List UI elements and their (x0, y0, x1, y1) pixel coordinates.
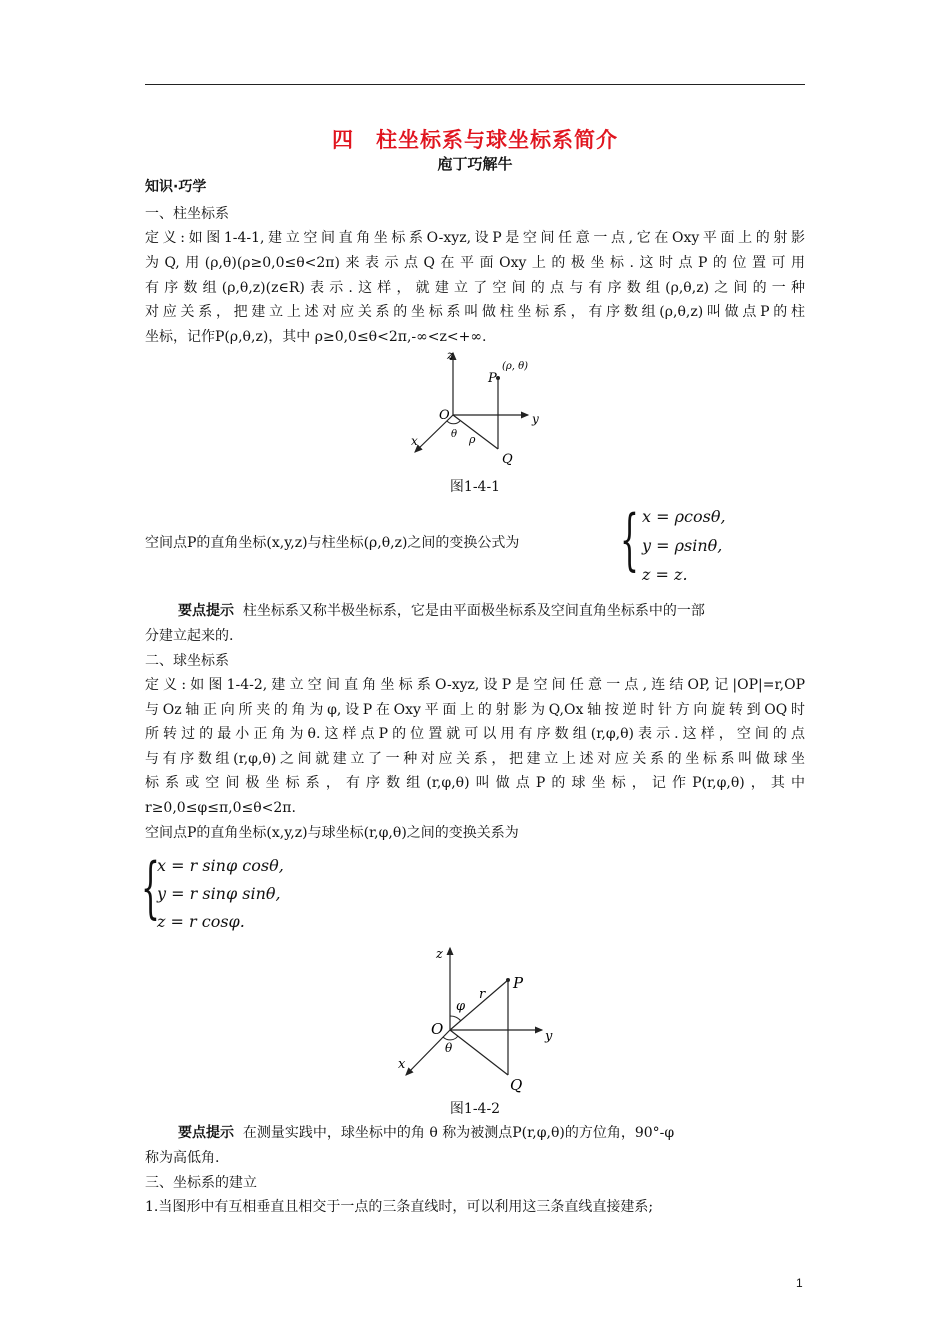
phi-arc (450, 1016, 461, 1021)
figure-1-4-1 (395, 345, 555, 470)
figure-caption: 图1-4-2 (449, 1101, 501, 1117)
s2-heading: 二、球坐标系 (145, 653, 229, 669)
tip-label: 要点提示 (178, 603, 234, 619)
s2-line: 所转过的最小正角为θ.这样点P的位置就可以用有序数组(r,φ,θ)表示.这样，空间的点 (145, 726, 805, 742)
s2-line: 定义:如图1-4-2,建立空间直角坐标系O-xyz,设P是空间任意一点,连结OP,记|OP|=r,OP (145, 677, 805, 693)
label-z: z (447, 348, 454, 362)
page-title: 四 柱坐标系与球坐标系简介 (332, 128, 618, 152)
formula-line: y = ρsinθ, (642, 536, 723, 555)
label-coord: (ρ, θ) (502, 361, 529, 372)
label-q: Q (510, 1076, 523, 1094)
s1-heading: 一、柱坐标系 (145, 206, 229, 222)
label-theta: θ (445, 1041, 453, 1055)
label-q: Q (502, 452, 513, 467)
tip-text: 在测量实践中，球坐标中的角 θ 称为被测点P(r,φ,θ)的方位角，90°-φ (242, 1125, 675, 1141)
tip-line: 分建立起来的. (145, 628, 234, 644)
formula-brace: { (620, 501, 639, 578)
formula-line: x = ρcosθ, (642, 507, 726, 526)
formula-intro: 空间点P的直角坐标(x,y,z)与柱坐标(ρ,θ,z)之间的变换公式为 (145, 535, 520, 551)
s1-line: 定义:如图1-4-1,建立空间直角坐标系O-xyz,设P是空间任意一点,它在Oxy平面上的射影 (145, 230, 805, 246)
formula-line: x = r sinφ cosθ, (157, 856, 284, 875)
s3-line: 1.当图形中有互相垂直且相交于一点的三条直线时，可以利用这三条直线直接建系; (145, 1199, 654, 1215)
s1-line: 为Q,用(ρ,θ)(ρ≥0,0≤θ<2π)来表示点Q在平面Oxy上的极坐标.这时点P的位置可用 (145, 255, 805, 271)
tip-label: 要点提示 (178, 1125, 234, 1141)
label-o: O (439, 408, 450, 423)
formula-line: y = r sinφ sinθ, (157, 884, 281, 903)
theta-arc (443, 1036, 458, 1040)
page-subtitle: 庖丁巧解牛 (437, 155, 513, 173)
tip-line: 称为高低角. (145, 1150, 220, 1166)
label-phi: φ (456, 999, 466, 1014)
label-o: O (431, 1020, 444, 1038)
label-x: x (398, 1057, 406, 1072)
s1-line: 对应关系，把建立上述对应关系的坐标系叫做柱坐标系，有序数组(ρ,θ,z)叫做点P的柱 (145, 304, 805, 320)
figure-1-4-2 (390, 940, 570, 1095)
s1-line: 坐标，记作P(ρ,θ,z)，其中 ρ≥0,0≤θ<2π,-∞<z<+∞. (145, 329, 487, 345)
s2-line: 与Oz轴正向所夹的角为φ,设P在Oxy平面上的射影为Q,Ox轴按逆时针方向旋转到OQ时 (145, 702, 805, 718)
header-rule (145, 84, 805, 85)
tip-line (178, 601, 705, 621)
point-p (506, 978, 510, 982)
label-p: P (513, 974, 524, 992)
label-rho: ρ (469, 433, 476, 446)
tip-text: 柱坐标系又称半极坐标系，它是由平面极坐标系及空间直角坐标系中的一部 (242, 603, 705, 619)
formula-intro: 空间点P的直角坐标(x,y,z)与球坐标(r,φ,θ)之间的变换关系为 (145, 825, 519, 841)
tip-line (178, 1123, 674, 1143)
section-head: 知识·巧学 (145, 179, 207, 195)
label-y: y (532, 412, 539, 426)
figure-caption: 图1-4-1 (449, 479, 501, 495)
label-p: P (488, 371, 497, 386)
s3-heading: 三、坐标系的建立 (145, 1175, 257, 1191)
label-theta: θ (451, 429, 458, 440)
label-r: r (479, 987, 486, 1002)
oq-segment (450, 1030, 508, 1075)
page-number: 1 (796, 1276, 803, 1290)
s2-line: 与有序数组(r,φ,θ)之间就建立了一种对应关系，把建立上述对应关系的坐标系叫做球坐 (145, 751, 805, 767)
s2-line: 标系或空间极坐标系，有序数组(r,φ,θ)叫做点P的球坐标，记作P(r,φ,θ)，其中 (145, 775, 805, 791)
label-x: x (411, 434, 418, 448)
formula-line: z = r cosφ. (157, 912, 245, 931)
s1-line: 有序数组(ρ,θ,z)(z∈R)表示.这样，就建立了空间的点与有序数组(ρ,θ,z)之间的一种 (145, 280, 805, 296)
formula-line: z = z. (642, 565, 688, 584)
label-y: y (545, 1029, 553, 1044)
s2-line: r≥0,0≤φ≤π,0≤θ<2π. (145, 800, 296, 816)
oq-segment (453, 415, 498, 449)
label-z: z (436, 947, 443, 962)
formula-brace: { (141, 849, 160, 926)
